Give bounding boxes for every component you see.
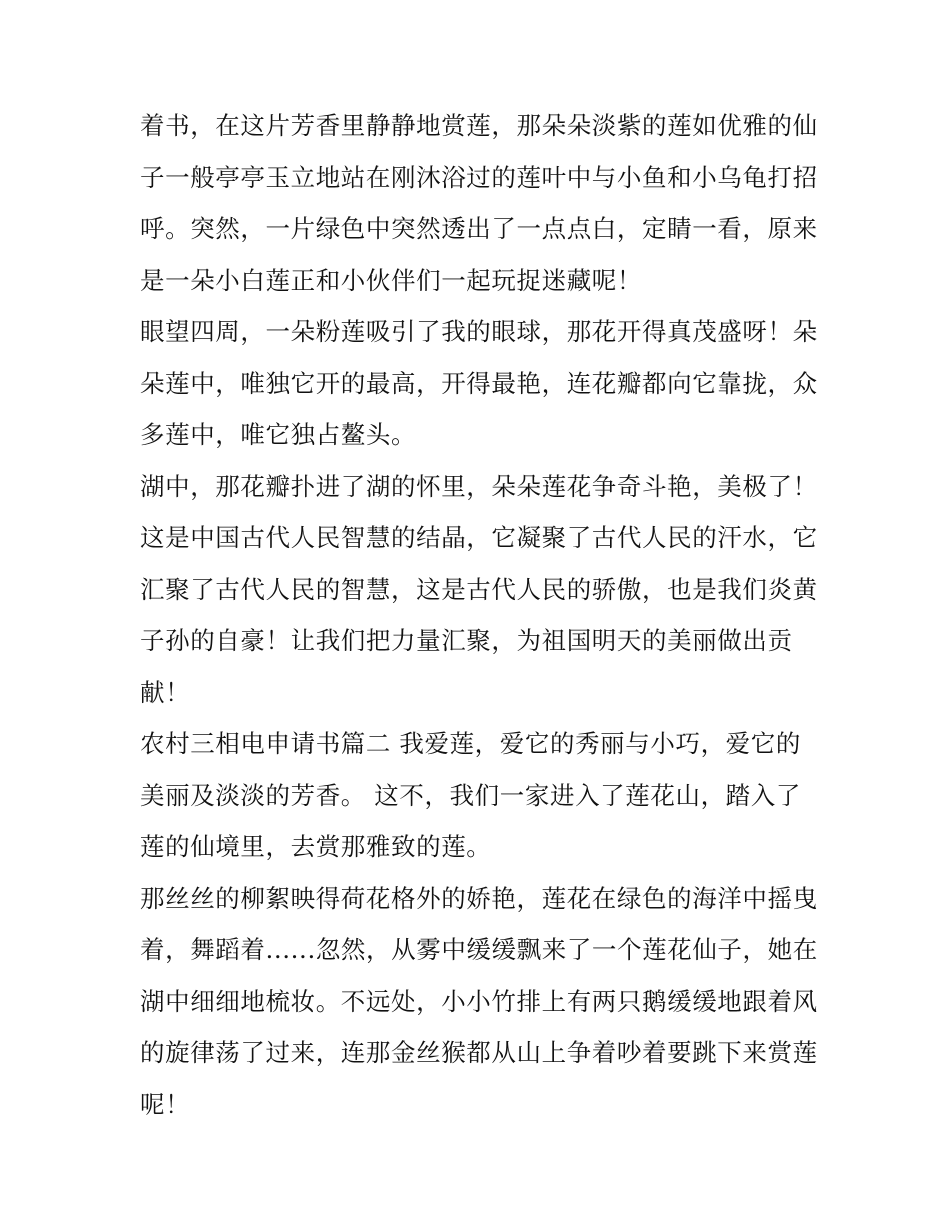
- document-body: [140, 100, 820, 1130]
- text-line: 湖中，那花瓣扑进了湖的怀里，朵朵莲花争奇斗艳，美极了！: [140, 471, 818, 501]
- paragraph-2: [140, 306, 820, 461]
- text-line: 那丝丝的柳絮映得荷花格外的娇艳，莲花在绿色的海洋中摇曳: [140, 883, 818, 913]
- text-line: 献！: [140, 677, 191, 707]
- text-line: 美丽及淡淡的芳香。 这不，我们一家进入了莲花山，踏入了: [140, 780, 801, 810]
- text-line: 子一般亭亭玉立地站在刚沐浴过的莲叶中与小鱼和小乌龟打招: [140, 162, 818, 192]
- text-line: 是一朵小白莲正和小伙伴们一起玩捉迷藏呢！: [140, 265, 642, 295]
- text-line: 朵莲中，唯独它开的最高，开得最艳，连花瓣都向它靠拢，众: [140, 368, 818, 398]
- text-line: 这是中国古代人民智慧的结晶，它凝聚了古代人民的汗水，它: [140, 523, 818, 552]
- text-line: 着，舞蹈着......忽然，从雾中缓缓飘来了一个莲花仙子，她在: [140, 935, 818, 964]
- text-line: 农村三相电申请书篇二 我爱莲，爱它的秀丽与小巧，爱它的: [140, 729, 801, 758]
- text-line: 着书，在这片芳香里静静地赏莲，那朵朵淡紫的莲如优雅的仙: [140, 111, 818, 140]
- text-line: 湖中细细地梳妆。不远处，小小竹排上有两只鹅缓缓地跟着风: [140, 986, 818, 1016]
- text-line: 呼。突然，一片绿色中突然透出了一点点白，定睛一看，原来: [140, 214, 818, 243]
- text-line: 多莲中，唯它独占鳌头。: [140, 420, 417, 449]
- paragraph-5: [140, 873, 820, 1131]
- text-line: 的旋律荡了过来，连那金丝猴都从山上争着吵着要跳下来赏莲: [140, 1038, 818, 1067]
- text-line: 子孙的自豪！让我们把力量汇聚，为祖国明天的美丽做出贡: [140, 626, 793, 655]
- paragraph-4: [140, 718, 820, 873]
- paragraph-3: [140, 461, 820, 719]
- paragraph-1: [140, 100, 820, 306]
- text-line: 呢！: [140, 1089, 191, 1119]
- text-line: 汇聚了古代人民的智慧，这是古代人民的骄傲，也是我们炎黄: [140, 574, 818, 604]
- text-line: 莲的仙境里，去赏那雅致的莲。: [140, 832, 492, 861]
- text-line: 眼望四周，一朵粉莲吸引了我的眼球，那花开得真茂盛呀！朵: [140, 317, 818, 346]
